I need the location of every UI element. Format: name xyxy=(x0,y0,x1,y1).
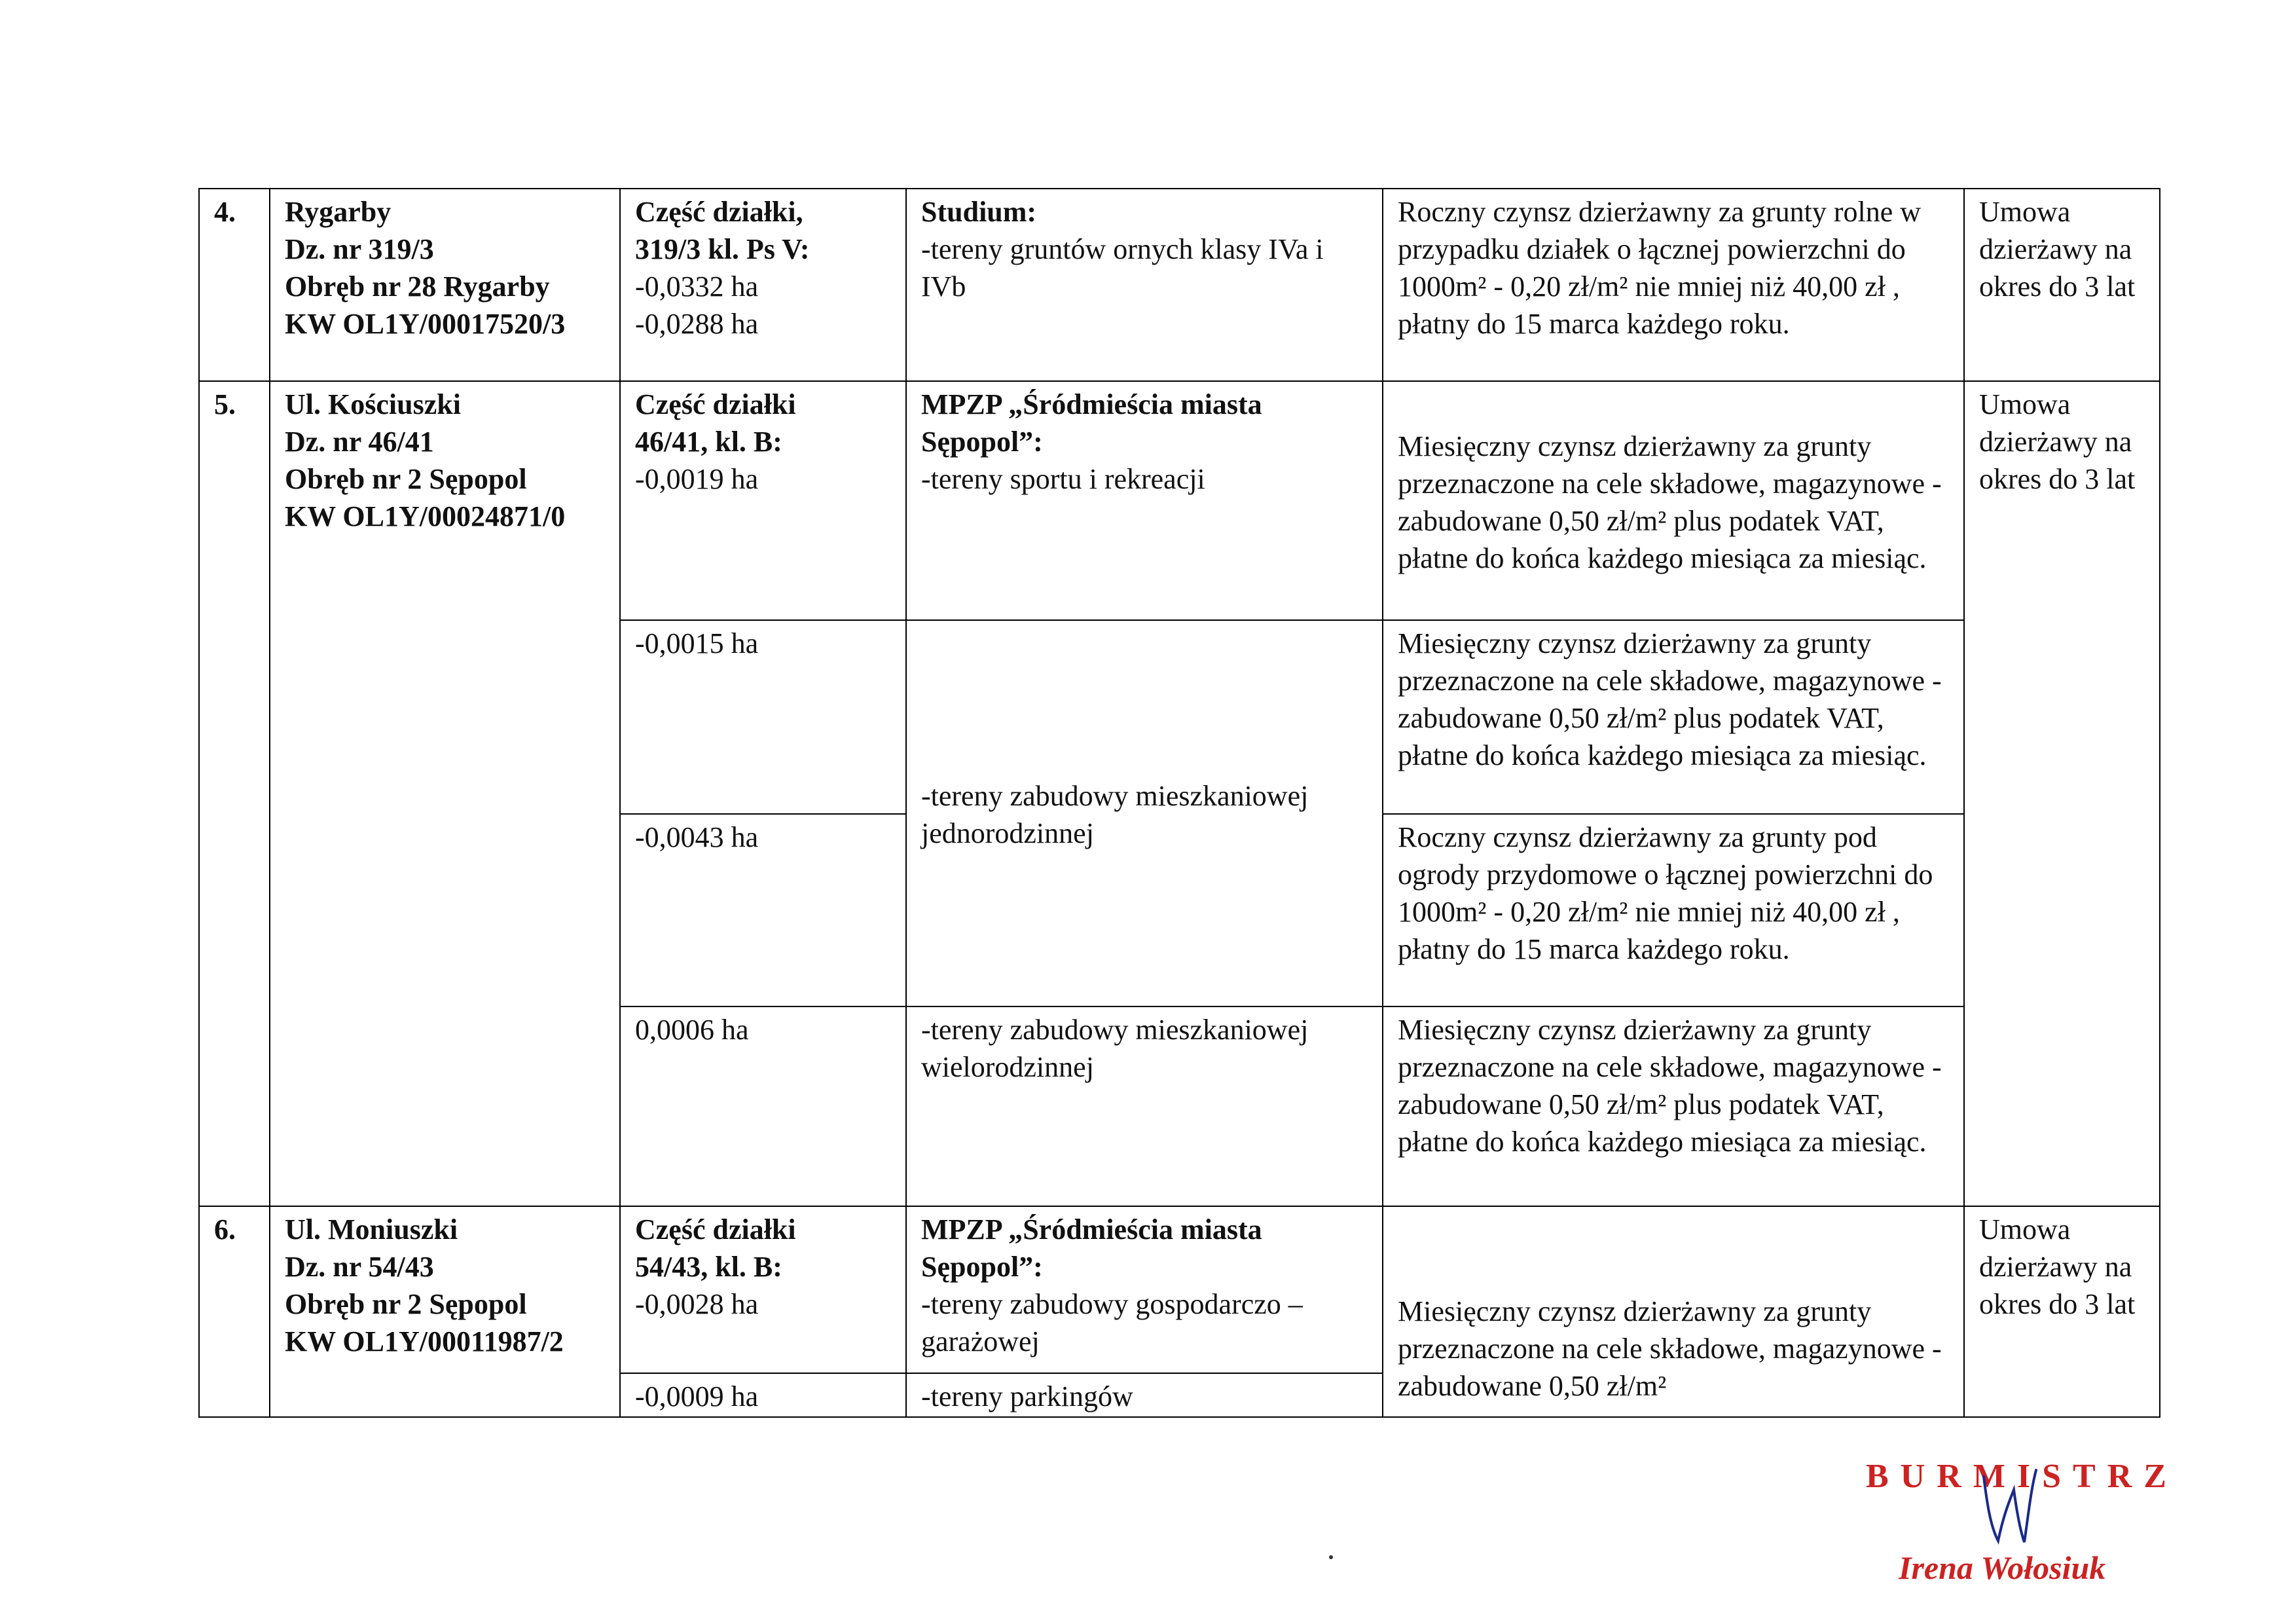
rent-terms: Miesięczny czynsz dzierżawny za grunty przeznaczone na cele składowe, magazynowe - zabudowane 0,50 zł/m² xyxy=(1383,1206,1964,1417)
table-row xyxy=(199,1206,2160,1373)
land-purpose: MPZP „Śródmieścia miasta Sępopol”: -tereny sportu i rekreacji xyxy=(906,381,1383,620)
row-number: 6. xyxy=(199,1206,270,1417)
plot-location: Ul. Moniuszki Dz. nr 54/43 Obręb nr 2 Sępopol KW OL1Y/00011987/2 xyxy=(270,1206,620,1417)
rent-terms: Miesięczny czynsz dzierżawny za grunty przeznaczone na cele składowe, magazynowe - zabudowane 0,50 zł/m² plus podatek VAT, płatne do końca każdego miesiąca za miesiąc. xyxy=(1383,381,1964,620)
stamp-name: Irena Wołosiuk xyxy=(1899,1549,2106,1586)
plot-location: Ul. Kościuszki Dz. nr 46/41 Obręb nr 2 Sępopol KW OL1Y/00024871/0 xyxy=(270,381,620,1206)
row-number: 5. xyxy=(199,381,270,1206)
table-row xyxy=(199,381,2160,620)
plot-location: Rygarby Dz. nr 319/3 Obręb nr 28 Rygarby KW OL1Y/00017520/3 xyxy=(270,189,620,381)
signature xyxy=(1958,1464,2056,1555)
contract-terms: Umowa dzierżawy na okres do 3 lat xyxy=(1964,189,2160,381)
plot-part: Część działki, 319/3 kl. Ps V: -0,0332 ha -0,0288 ha xyxy=(620,189,906,381)
rent-terms: Roczny czynsz dzierżawny za grunty pod ogrody przydomowe o łącznej powierzchni do 1000m² - 0,20 zł/m² nie mniej niż 40,00 zł , płatny do 15 marca każdego roku. xyxy=(1383,814,1964,1006)
land-purpose: -tereny parkingów xyxy=(906,1373,1383,1417)
mayor-stamp xyxy=(1866,1457,2193,1608)
rent-terms: Miesięczny czynsz dzierżawny za grunty przeznaczone na cele składowe, magazynowe - zabudowane 0,50 zł/m² plus podatek VAT, płatne do końca każdego miesiąca za miesiąc. xyxy=(1383,1006,1964,1206)
plot-part: -0,0015 ha xyxy=(620,620,906,814)
contract-terms: Umowa dzierżawy na okres do 3 lat xyxy=(1964,1206,2160,1417)
stray-dot xyxy=(1329,1555,1333,1559)
land-purpose: MPZP „Śródmieścia miasta Sępopol”: -tereny zabudowy gospodarczo – garażowej xyxy=(906,1206,1383,1373)
lease-table xyxy=(198,188,2160,1418)
stamp-title: BURMISTRZ xyxy=(1866,1458,2178,1495)
plot-part: Część działki 54/43, kl. B: -0,0028 ha xyxy=(620,1206,906,1373)
plot-part: Część działki 46/41, kl. B: -0,0019 ha xyxy=(620,381,906,620)
row-number: 4. xyxy=(199,189,270,381)
land-purpose: Studium: -tereny gruntów ornych klasy IVa i IVb xyxy=(906,189,1383,381)
table-row xyxy=(199,189,2160,381)
contract-terms: Umowa dzierżawy na okres do 3 lat xyxy=(1964,381,2160,1206)
land-purpose: -tereny zabudowy mieszkaniowej wielorodzinnej xyxy=(906,1006,1383,1206)
rent-terms: Roczny czynsz dzierżawny za grunty rolne w przypadku działek o łącznej powierzchni do 1000m² - 0,20 zł/m² nie mniej niż 40,00 zł , płatny do 15 marca każdego roku. xyxy=(1383,189,1964,381)
plot-part: -0,0009 ha xyxy=(620,1373,906,1417)
plot-part: -0,0043 ha xyxy=(620,814,906,1006)
plot-part: 0,0006 ha xyxy=(620,1006,906,1206)
land-purpose: -tereny zabudowy mieszkaniowej jednorodzinnej xyxy=(906,620,1383,1006)
rent-terms: Miesięczny czynsz dzierżawny za grunty przeznaczone na cele składowe, magazynowe - zabudowane 0,50 zł/m² plus podatek VAT, płatne do końca każdego miesiąca za miesiąc. xyxy=(1383,620,1964,814)
